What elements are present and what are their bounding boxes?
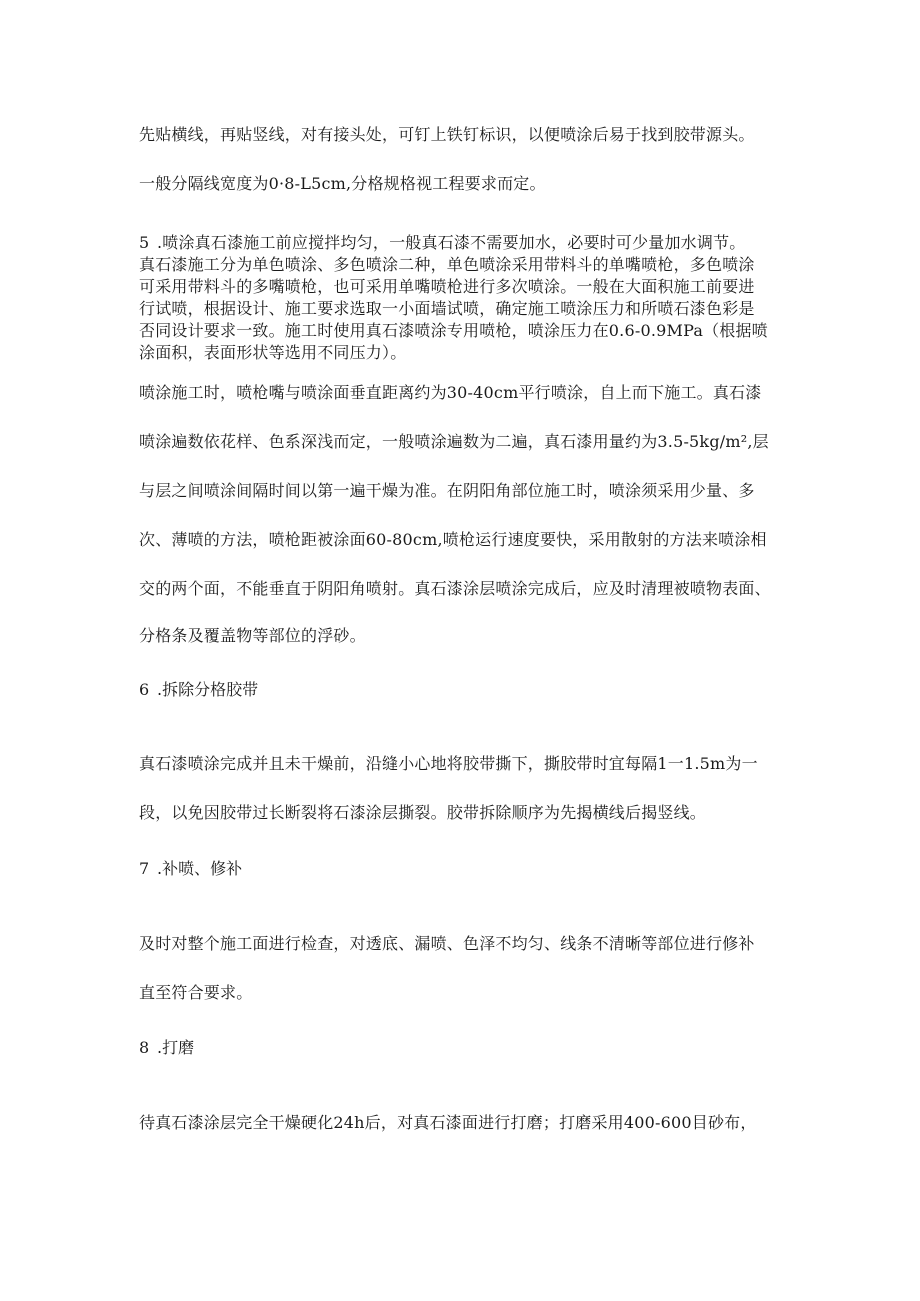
section-6-heading <box>139 679 258 701</box>
section-7-heading <box>139 858 242 880</box>
section-5-line: 5 .喷涂真石漆施工前应搅拌均匀，一般真石漆不需要加水，必要时可少量加水调节。 <box>139 233 746 252</box>
paragraph-intro-1: 先贴横线，再贴竖线，对有接头处，可钉上铁钉标识，以便喷涂后易于找到胶带源头。 <box>139 125 755 144</box>
section-8-line: 待真石漆涂层完全干燥硬化24h后，对真石漆面进行打磨；打磨采用400-600目砂布， <box>139 1113 757 1132</box>
spray-line: 次、薄喷的方法，喷枪距被涂面60-80cm,喷枪运行速度要快，采用散射的方法来喷涂相 <box>139 530 767 549</box>
section-7-title: .补喷、修补 <box>157 859 243 878</box>
section-5-line: 可采用带料斗的多嘴喷枪，也可采用单嘴喷枪进行多次喷涂。一般在大面积施工前要进 <box>139 277 755 296</box>
spray-line: 交的两个面，不能垂直于阴阳角喷射。真石漆涂层喷涂完成后，应及时清理被喷物表面、 <box>139 579 771 598</box>
section-6-number: 6 <box>139 680 150 699</box>
section-8-heading <box>139 1037 194 1059</box>
section-6-title: .拆除分格胶带 <box>157 680 259 699</box>
section-7-number: 7 <box>139 859 150 878</box>
section-8-number: 8 <box>139 1038 150 1057</box>
section-8-title: .打磨 <box>157 1038 195 1057</box>
section-5-number: 5 <box>139 233 150 252</box>
section-5-paragraph <box>139 232 789 364</box>
section-5-line: 否同设计要求一致。施工时使用真石漆喷涂专用喷枪，喷涂压力在0.6-0.9MPa（根据喷 <box>139 321 768 340</box>
section-7-line: 及时对整个施工面进行检查，对透底、漏喷、色泽不均匀、线条不清晰等部位进行修补 <box>139 934 755 953</box>
section-5-line: 真石漆施工分为单色喷涂、多色喷涂二种，单色喷涂采用带料斗的单嘴喷枪，多色喷涂 <box>139 255 755 274</box>
spray-line: 喷涂施工时，喷枪嘴与喷涂面垂直距离约为30-40cm平行喷涂，自上而下施工。真石漆 <box>139 383 762 402</box>
section-7-line: 直至符合要求。 <box>139 983 253 1002</box>
spray-line: 分格条及覆盖物等部位的浮砂。 <box>139 626 366 645</box>
section-6-line: 段，以免因胶带过长断裂将石漆涂层撕裂。胶带拆除顺序为先揭横线后揭竖线。 <box>139 803 707 822</box>
paragraph-intro-2: 一般分隔线宽度为0·8-L5cm,分格规格视工程要求而定。 <box>139 174 546 193</box>
section-5-line: 行试喷，根据设计、施工要求选取一小面墙试喷，确定施工喷涂压力和所喷石漆色彩是 <box>139 299 755 318</box>
section-6-line: 真石漆喷涂完成并且未干燥前，沿缝小心地将胶带撕下，撕胶带时宜每隔1一1.5m为一 <box>139 754 758 773</box>
section-5-line: 涂面积，表面形状等选用不同压力）。 <box>139 343 407 362</box>
spray-line: 喷涂遍数依花样、色系深浅而定，一般喷涂遍数为二遍，真石漆用量约为3.5-5kg∕m²,层 <box>139 432 769 451</box>
spray-line: 与层之间喷涂间隔时间以第一遍干燥为准。在阴阳角部位施工时，喷涂须采用少量、多 <box>139 481 755 500</box>
